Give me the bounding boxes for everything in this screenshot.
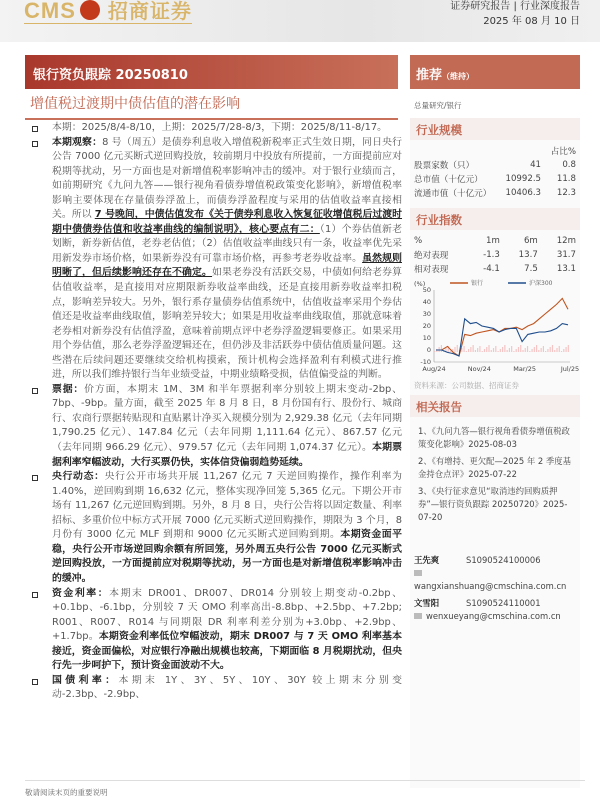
volume-bar [507, 350, 508, 352]
volume-bar [486, 347, 487, 352]
cms-logo [24, 0, 192, 24]
logo-en: CMS [24, 0, 76, 23]
x-tick-label: Nov/24 [467, 365, 491, 373]
analyst-id: S1090524100006 [466, 555, 541, 565]
volume-bar [568, 345, 569, 352]
bullet-bills [32, 383, 402, 470]
cell: 41 [530, 160, 542, 170]
bullet-funding-rate [32, 587, 402, 674]
table-row [410, 262, 580, 276]
volume-bar [543, 346, 544, 352]
volume-bar [450, 351, 451, 352]
volume-bar [484, 349, 485, 352]
footer-note: 敬请阅读末页的重要说明 [25, 780, 585, 798]
index-table [410, 234, 580, 276]
sidebar [410, 118, 580, 788]
report-title: 银行资负跟踪 20250810 [25, 55, 398, 89]
volume-bar [495, 346, 496, 352]
cell: 股票家数（只） [414, 161, 475, 171]
text: 央行公开市场共开展 11,267 亿元 7 天逆回购操作，操作利率为 1.40%，逆回购到期 16,632 亿元，整体实现净回笼 5,365 亿元。下期公开市场有 11,267 亿元逆回购到期。另外，8 月 8 日，央行公告将以固定数量、利率招标、多重价位中标方式开展 7000 亿元买断式逆回购操作，期限为 3 个月，8 月份有 3000 亿元 MLF 到期和 9000 亿元买断式逆回购到期。 [52, 471, 402, 541]
key-text: 本期资金利率低位窄幅波动，期末 DR007 与 7 天 OMO 利率基本接近，资金面偏松，对应银行净融出规模也较高，下期面临 8 月税期扰动，但央行先一步呵护下，预计资金面波动不大。 [52, 631, 403, 672]
volume-bar [522, 350, 523, 352]
volume-bar [457, 345, 458, 352]
volume-bar [534, 347, 535, 352]
y-tick-label: 20 [422, 322, 431, 330]
analyst [410, 597, 580, 623]
related-heading: 相关报告 [410, 395, 580, 417]
volume-bar [563, 349, 564, 352]
volume-bar [475, 350, 476, 352]
volume-bar [554, 350, 555, 352]
cell: 10406.3 [505, 188, 542, 198]
index-heading: 行业指数 [410, 208, 580, 230]
text: 本期末 DR001、DR007、DR014 分别较上期变动-0.2bp、+0.1bp、-6.1bp，分别较 7 天 OMO 利率高出-8.8bp、+2.5bp、+7.2bp; R001、R007、R014 与同期限 DR 利率利差分别为+3.0bp、+2.9bp、+1.7bp。 [52, 587, 402, 643]
label: 国债利率： [52, 674, 119, 686]
col-header: % [414, 236, 423, 246]
volume-bar [529, 351, 530, 352]
volume-bar [488, 345, 489, 352]
mail-icon [414, 570, 422, 576]
cell: 绝对表现 [414, 251, 449, 261]
volume-bar [509, 348, 510, 352]
volume-bar [504, 345, 505, 352]
research-category: 总量研究/银行 [414, 101, 462, 110]
cell: 10992.5 [505, 174, 542, 184]
x-tick-label: Mar/25 [513, 365, 537, 373]
col-header: 1m [486, 236, 500, 246]
volume-bar [541, 348, 542, 352]
volume-bar [538, 350, 539, 352]
cell: 相对表现 [414, 265, 449, 275]
bullet-icon [32, 679, 38, 685]
report-subtitle: 增值税过渡期中债估值的潜在影响 [30, 96, 240, 112]
volume-bar [550, 347, 551, 352]
key-text: 虽然规则明晰了，但后续影响还存在不确定。 [52, 252, 402, 279]
volume-bar [497, 351, 498, 352]
rating-note: （维持） [442, 72, 475, 81]
bullet-icon [32, 141, 38, 147]
volume-bar [511, 346, 512, 352]
volume-bar [441, 345, 442, 352]
bullet-observation [32, 136, 402, 383]
analyst [410, 554, 580, 593]
bullet-gov-bond [32, 674, 402, 703]
text: 8 号（周五）是债券利息收入增值税新税率正式生效日期，同日央行公告 7000 亿元买断式逆回购投放，较前期月中投放有所提前，一方面提前应对税期等扰动，另一方面也是对新增值税率影响冲击的缓冲。对于银行业绩而言，如前期研究《九问九答——银行视角看债券增值税政策变化影响》，新增值税率影响主要体现在存量债券浮盈上，而债券浮盈程度与采用的估值收益率直接相关。所以 [52, 136, 402, 221]
y-tick-label: 0 [426, 346, 431, 354]
table-row [410, 186, 580, 200]
scale-table [410, 144, 580, 200]
volume-bar [513, 351, 514, 352]
volume-bar [556, 348, 557, 352]
legend-label: 银行 [471, 280, 484, 287]
mail-icon [414, 613, 422, 619]
table-row [410, 158, 580, 172]
report-date: 2025 年 08 月 10 日 [483, 16, 580, 27]
cell: 13.1 [556, 264, 576, 274]
analyst-email[interactable]: wangxianshuang@cmschina.com.cn [414, 581, 567, 591]
volume-bar [536, 345, 537, 352]
col-header: 6m [523, 236, 538, 246]
text: 如果老券没有活跃交易，中债如何给老券算估值收益率，是直接用对应期限新券收益率曲线，还是直接用新券收益率扣税点，影响差异较大。另外，银行系存量债券估值系统中，估值收益率采用个券估值还是收益率曲线取值，影响差异较大；如果是用收益率曲线取值，那就意味着老券相对新券没有估值浮盈，意味着前期点评中老券浮盈逻辑要修正。如果采用用个券估值，那么老券浮盈逻辑还在，但仍涉及非活跃券中债估值质量问题。这些潜在后续问题还要继续交给机构摸索，预计机构会选择盈利有利模式进行推进，所以我们维持银行当年业绩受益，中期业绩略受损，估值偏受益的判断。 [52, 267, 402, 381]
y-tick-label: 10 [422, 334, 431, 342]
period-text: 本期：2025/8/4-8/10，上期：2025/7/28-8/3，下期：2025/8/11-8/17。 [52, 122, 388, 133]
volume-bar [479, 346, 480, 352]
chart-source: 资料来源：公司数据、招商证券 [414, 381, 519, 390]
volume-bar [561, 351, 562, 352]
volume-bar [552, 345, 553, 352]
key-text: 7 号晚间，中债估值发布《关于债券利息收入恢复征收增值税后过渡时期中债债券估值和收益率曲线的编制说明》，核心要点有二： [52, 209, 403, 235]
cell: 11.8 [556, 174, 576, 184]
volume-bar [500, 349, 501, 352]
related-list [410, 421, 580, 532]
y-axis-label: (%) [414, 280, 426, 288]
volume-bar [454, 347, 455, 352]
cell: 0.8 [562, 160, 576, 170]
key-text: 本期资金面平稳，央行公开市场逆回购余额有所回笼，另外周五央行公告 7000 亿元买断式逆回购投放，一方面提前应对税期等扰动，另一方面也是对新增值税率影响冲击的缓冲。 [52, 529, 402, 584]
bullet-period [32, 121, 402, 136]
volume-bar [516, 349, 517, 352]
y-tick-label: -10 [420, 358, 431, 366]
cell: 12.3 [556, 188, 576, 198]
x-tick-label: Jul/25 [560, 365, 580, 373]
y-tick-label: 50 [422, 286, 431, 294]
analyst-name: 王先爽 [414, 555, 440, 565]
bullet-icon [32, 475, 38, 481]
volume-bar [470, 347, 471, 352]
cell: 7.5 [524, 264, 538, 274]
related-report[interactable]: 3、《央行征求意见“取消违约回购质押券”—银行资负跟踪 20250720》2025-07-20 [418, 486, 568, 522]
volume-bar [463, 346, 464, 352]
legend-label: 沪深300 [529, 280, 553, 287]
y-tick-label: 30 [422, 310, 431, 318]
volume-bar [531, 349, 532, 352]
label: 本期观察： [52, 136, 103, 148]
cell: 总市值（十亿元） [414, 175, 483, 185]
volume-bar [468, 349, 469, 352]
volume-bar [434, 351, 435, 352]
table-row [410, 248, 580, 262]
volume-bar [545, 351, 546, 352]
volume-bar [502, 347, 503, 352]
label: 央行动态： [52, 471, 105, 483]
page-header [0, 0, 600, 42]
table-row [410, 172, 580, 186]
report-type: 证券研究报告 | 行业深度报告 [450, 1, 580, 12]
cell: -1.3 [483, 250, 500, 260]
y-tick-label: 40 [422, 298, 431, 306]
text: 本期末 1Y、3Y、5Y、10Y、30Y 较上期末分别变动-2.3bp、-2.9bp、 [52, 674, 402, 701]
cell: 31.7 [556, 250, 576, 260]
divider [25, 118, 398, 120]
text: （1）个券估值新老划断，新券新估值，老券老估值；（2）估值收益率曲线只有一条，收益率优先采用新发券市场价格，如果新券没有可靠市场价格，再参考老券收益率。 [52, 223, 403, 264]
volume-bar [547, 349, 548, 352]
bullet-icon [32, 592, 38, 598]
volume-bar [473, 345, 474, 352]
volume-bar [559, 346, 560, 352]
main-body [32, 121, 402, 703]
volume-bar [477, 348, 478, 352]
volume-bar [525, 348, 526, 352]
volume-bar [565, 347, 566, 352]
related-report[interactable]: 2、《有增持、更欠配—2025 年 2 季度基金持仓点评》2025-07-22 [418, 456, 572, 479]
rating: 推荐 [416, 68, 443, 83]
logo-cn: 招商证券 [107, 1, 192, 23]
volume-bar [518, 347, 519, 352]
volume-bar [520, 345, 521, 352]
scale-heading: 行业规模 [410, 118, 580, 140]
logo-ball-icon [80, 0, 100, 20]
volume-bar [466, 351, 467, 352]
label: 票据： [52, 383, 85, 395]
volume-bar [527, 346, 528, 352]
rating-box [410, 55, 580, 89]
x-tick-label: Aug/24 [422, 365, 446, 373]
col-header: 12m [556, 236, 576, 246]
bullet-icon [32, 126, 38, 132]
cell: 流通市值（十亿元） [414, 189, 492, 199]
bullet-central-bank [32, 470, 402, 586]
volume-bar [482, 351, 483, 352]
cell: 13.7 [518, 250, 538, 260]
analyst-id: S1090524110001 [466, 598, 541, 608]
index-chart [410, 276, 580, 376]
volume-bar [491, 350, 492, 352]
text: 价方面，本期末 1M、3M 和半年票据利率分别较上期末变动-2bp、7bp、-9bp。量方面，截至 2025 年 8 月 8 日，8 月份国有行、股份行、城商行、农商行票据转贴现和直贴累计净买入规模分别为 2,929.38 亿元（去年同期 1,790.25 亿元）、147.84 亿元（去年同期 1,111.64 亿元）、867.57 亿元（去年同期 966.29 亿元）、979.57 亿元（去年同期 1,074.37 亿元）。 [52, 383, 402, 454]
label: 资金利率： [52, 587, 110, 599]
analyst-email[interactable]: wenxueyang@cmschina.com.cn [426, 611, 561, 621]
bullet-icon [32, 388, 38, 394]
cell: -4.1 [483, 264, 500, 274]
related-report[interactable]: 1、《九问九答—银行视角看债券增值税政策变化影响》2025-08-03 [418, 426, 570, 449]
volume-bar [493, 348, 494, 352]
key-text: 本期票据利率窄幅波动，大行买票仍快，实体信贷偏弱趋势延续。 [52, 442, 402, 468]
col-header: 占比% [550, 147, 576, 157]
analyst-name: 文雪阳 [414, 598, 440, 608]
